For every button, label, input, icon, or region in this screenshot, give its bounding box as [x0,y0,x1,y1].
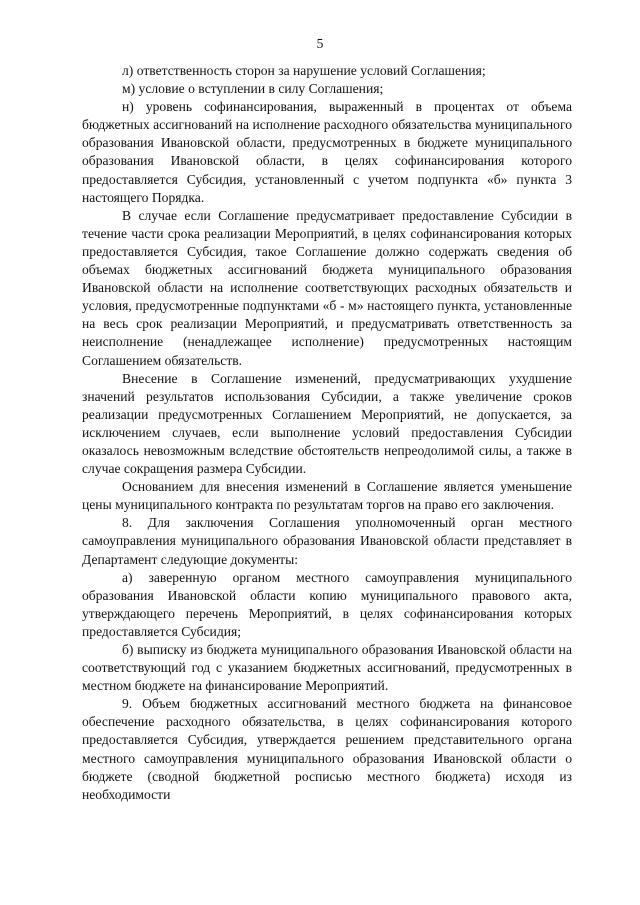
paragraph-item-b: б) выписку из бюджета муниципального образования Ивановской области на соответствующий год с указанием бюджетных ассигнований, предусмотренных в местном бюджете на финансирование Мероприятий. [82,642,572,694]
paragraph-section-8: 8. Для заключения Соглашения уполномоченный орган местного самоуправления муниципального образования Ивановской области представляет в Департамент следующие документы: [82,515,572,567]
paragraph-partial-term: В случае если Соглашение предусматривает предоставление Субсидии в течение части срока реализации Мероприятий, в целях софинансирования которых предоставляется Субсидия, такое Соглашение должно содержать сведения об объемах бюджетных ассигнований бюджета муниципального образования Ивановской области на исполнение соответствующих расходных обязательств и условия, предусмотренные подпунктами «б - м» настоящего пункта, установленные на весь срок реализации Мероприятий, и предусматривать ответственность за неисполнение (ненадлежащее исполнение) предусмотренных настоящим Соглашением обязательств. [82,207,572,368]
paragraph-grounds: Основанием для внесения изменений в Соглашение является уменьшение цены муниципального контракта по результатам торгов на право его заключения. [82,479,572,513]
paragraph-item-m: м) условие о вступлении в силу Соглашения; [122,81,384,97]
paragraph-item-a: а) заверенную органом местного самоуправления муниципального образования Ивановской области копию муниципального правового акта, утверждающего перечень Мероприятий, в целях софинансирования которых предоставляется Субсидия; [82,569,572,639]
document-body [82,62,572,804]
paragraph-amendments: Внесение в Соглашение изменений, предусматривающих ухудшение значений результатов использования Субсидии, а также увеличение сроков реализации предусмотренных Соглашением Мероприятий, не допускается, за исключением случаев, если выполнение условий предоставления Субсидии оказалось невозможным вследствие обстоятельств непреодолимой силы, а также в случае сокращения размера Субсидии. [82,370,572,477]
paragraph-item-n: н) уровень софинансирования, выраженный в процентах от объема бюджетных ассигнований на исполнение расходного обязательства муниципального образования Ивановской области, предусмотренных в бюджете муниципального образования Ивановской области, в целях софинансирования которого предоставляется Субсидия, установленный с учетом подпункта «б» пункта 3 настоящего Порядка. [82,99,572,205]
paragraph-item-l: л) ответственность сторон за нарушение условий Соглашения; [122,63,486,78]
page-number: 5 [316,36,324,51]
paragraph-section-9: 9. Объем бюджетных ассигнований местного бюджета на финансовое обеспечение расходного обязательства, в целях софинансирования которого предоставляется Субсидия, утверждается решением представительного органа местного самоуправления муниципального образования Ивановской области о бюджете (сводной бюджетной росписью местного бюджета) исходя из необходимости [82,696,572,802]
